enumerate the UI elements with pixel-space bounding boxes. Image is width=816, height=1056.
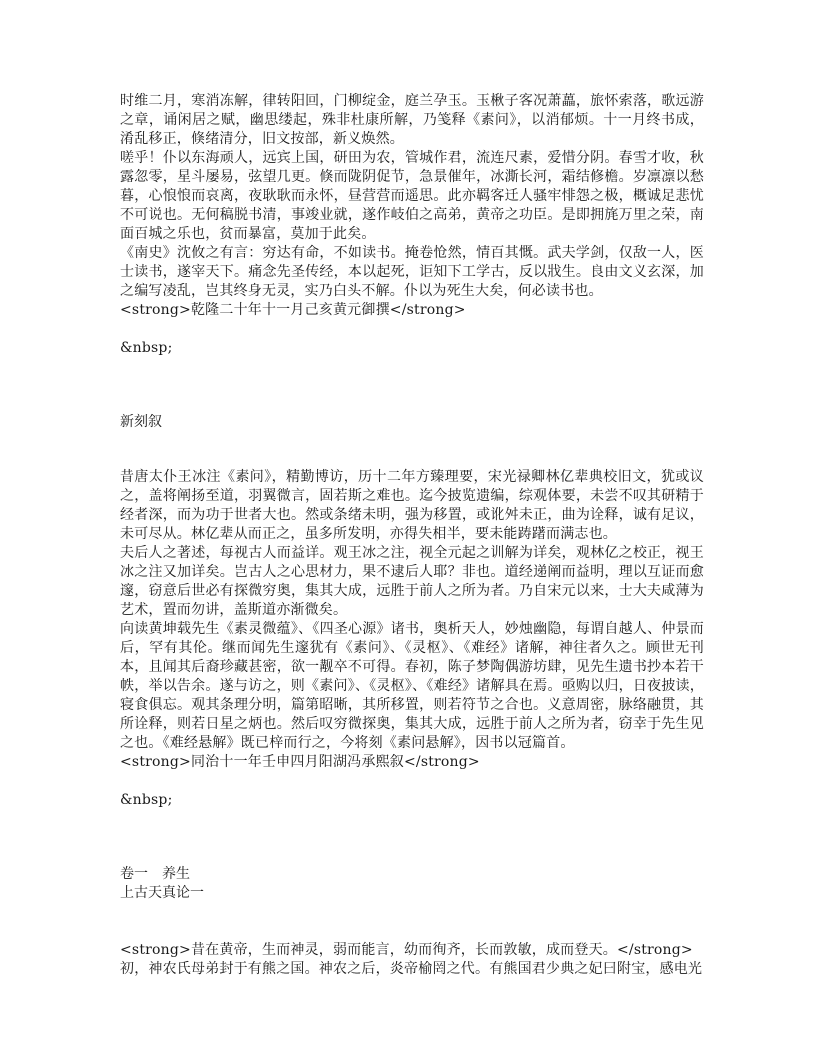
chapter-body: 初，神农氏母弟封于有熊之国。神农之后，炎帝榆罔之代。有熊国君少典之妃曰附宝，感电光 xyxy=(120,961,703,977)
document-page xyxy=(120,92,704,979)
section-heading: 上古天真论一 xyxy=(120,885,204,901)
new-preface-paragraph-2: 夫后人之著述，每视古人而益详。观王冰之注，视全元起之训解为详矣，观林亿之校正，视王冰之注又加详矣。岂古人之心思材力，果不逮后人耶？非也。道经递阐而益明，理以互证而愈邃，窃意后世必有探微穷奥，集其大成，远胜于前人之所为者。乃自宋元以来，士大夫咸薄为艺术，置而勿讲，盖斯道亦渐微矣。 xyxy=(120,545,704,618)
spacer xyxy=(120,320,704,339)
spacer xyxy=(120,903,704,941)
preface-signature: <strong>乾隆二十年十一月己亥黄元御撰</strong> xyxy=(120,302,466,318)
new-preface xyxy=(120,413,704,810)
preface-paragraph-2: 嗟乎！仆以东海顽人，远宾上国，研田为农，管城作君，流连尺素，爱惜分阴。春雪才收，秋露忽零，星斗屡易，弦望几更。倏而陇阴促节，急景催年，冰澌长河，霜结修檐。岁凛凛以愁暮，心悢悢而哀离，夜耿耿而永怀，昼营营而遥思。此亦羁客迁人骚牢悱怨之极，概诚足悲忧不可说也。无何稿脱书清，事竣业就，遂作岐伯之高弟，黄帝之功臣。是即拥旄万里之荣，南面百城之乐也，贫而暴富，莫加于此矣。 xyxy=(120,150,704,242)
preface-paragraph-3: 《南史》沈攸之有言：穷达有命，不如读书。掩卷怆然，情百其慨。武夫学剑，仅敌一人，医士读书，遂宰天下。痛念先圣传经，本以起死，讵知下工学古，反以戕生。良由文义玄深，加之编写凌乱，岂其终身无灵，实乃白头不解。仆以为死生大矣，何必读书也。 xyxy=(120,245,704,299)
new-preface-nbsp-entity: &nbsp; xyxy=(120,792,173,808)
new-preface-paragraph-3: 向读黄坤载先生《素灵微蕴》、《四圣心源》诸书，奥析天人，妙烛幽隐，每谓自越人、仲景而后，罕有其伦。继而闻先生邃犹有《素问》、《灵枢》、《难经》诸解，神往者久之。顾世无刊本，且闻其后裔珍藏甚密，欲一觏卒不可得。春初，陈子梦陶偶游坊肆，见先生遗书抄本若干帙，举以告余。遂与访之，则《素问》、《灵枢》、《难经》诸解具在焉。亟购以归，日夜披读，寝食俱忘。观其条理分明，篇第昭晰，其所移置，则若符节之合也。义意周密，脉络融贯，其所诠释，则若日星之炳也。然后叹穷微探奥，集其大成，远胜于前人之所为者，窃幸于先生见之也。《难经悬解》既已梓而行之，今将刻《素问悬解》，因书以冠篇首。 xyxy=(120,621,704,751)
chapter-one xyxy=(120,865,704,979)
spacer xyxy=(120,358,704,413)
chapter-lead: <strong>昔在黄帝，生而神灵，弱而能言，幼而徇齐，长而敦敏，成而登天。</strong> xyxy=(120,942,693,958)
spacer xyxy=(120,432,704,468)
preface-paragraph-1: 时维二月，寒消冻解，律转阳回，门柳绽金，庭兰孕玉。玉楸子客况萧藟，旅怀索落，歌远游之章，诵闲居之赋，幽思缕起，殊非杜康所解，乃笺释《素问》，以消郁烦。十一月终书成，淆乱移正，倏绪清分，旧文按部，新义焕然。 xyxy=(120,93,704,147)
volume-heading: 卷一 养生 xyxy=(120,866,190,882)
new-preface-title: 新刻叙 xyxy=(120,414,162,430)
preface-nbsp-entity: &nbsp; xyxy=(120,340,173,356)
new-preface-paragraph-1: 昔唐太仆王冰注《素问》，精勤博访，历十二年方臻理要，宋光禄卿林亿辈典校旧文，犹或议之，盖将阐扬至道，羽翼微言，固若斯之难也。迄今披览遗编，综观体要，未尝不叹其研精于经者深，而为功于世者大也。然或条绪未明，强为移置，或讹舛未正，曲为诠释，诚有足议，未可尽从。林亿辈从而正之，虽多所发明，亦得失相半，要未能踌躇而满志也。 xyxy=(120,469,704,542)
spacer xyxy=(120,810,704,865)
new-preface-signature: <strong>同治十一年壬申四月阳湖冯承熙叙</strong> xyxy=(120,754,480,770)
spacer xyxy=(120,772,704,791)
original-preface xyxy=(120,92,704,358)
